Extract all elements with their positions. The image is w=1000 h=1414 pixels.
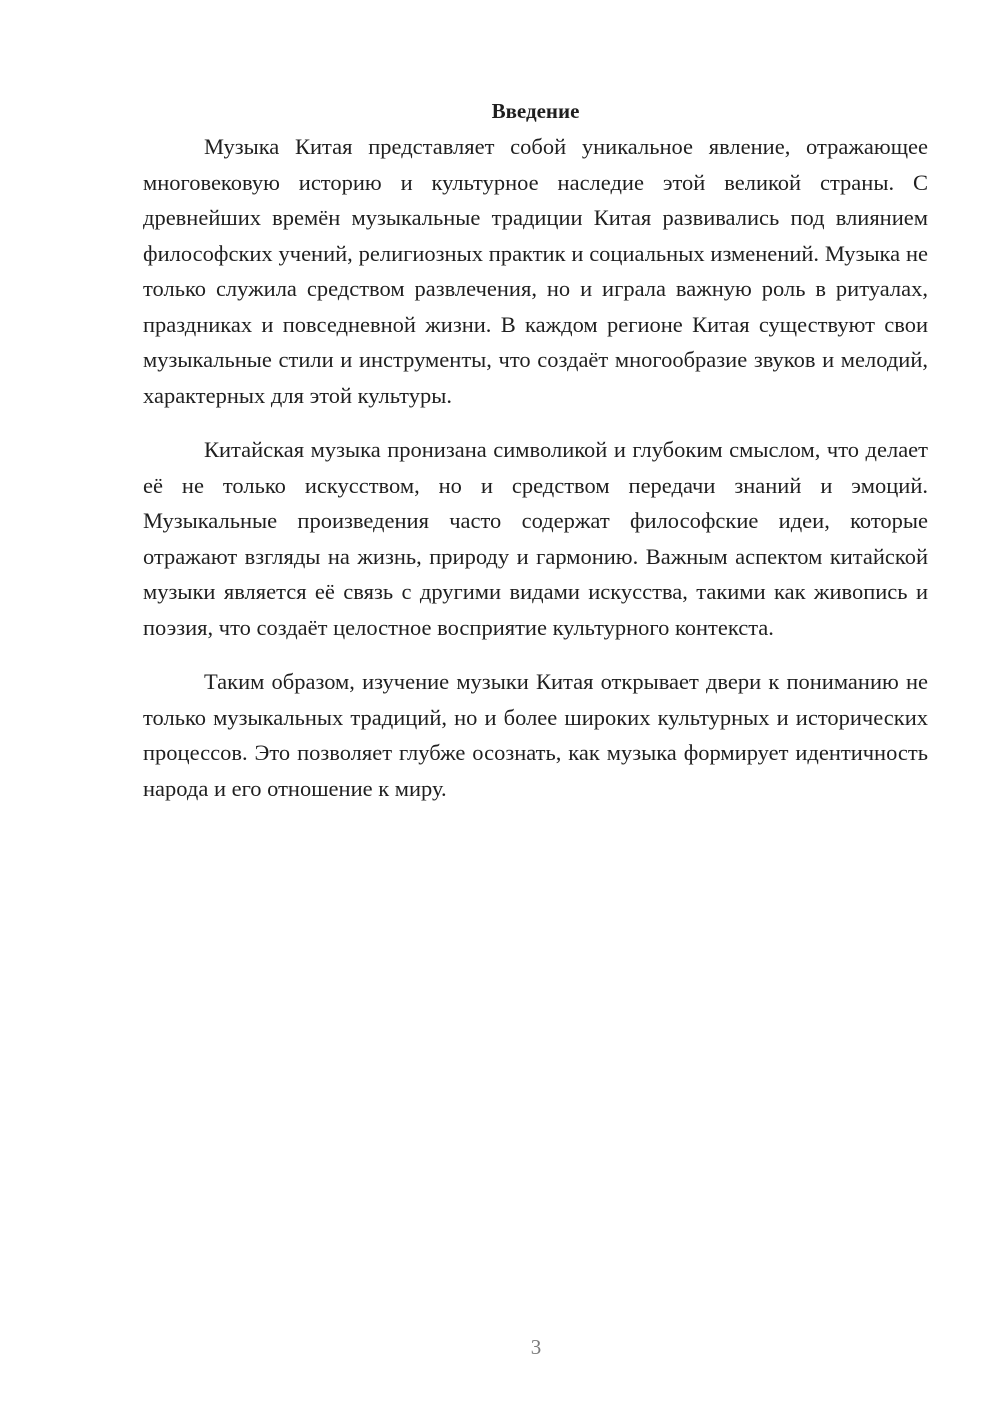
paragraph-3: Таким образом, изучение музыки Китая открывает двери к пониманию не только музыкальных традиций, но и более широких культурных и исторических процессов. Это позволяет глубже осознать, как музыка формирует идентичность народа и его отношение к миру. (143, 669, 928, 801)
section-heading: Введение (491, 99, 580, 123)
paragraph-1: Музыка Китая представляет собой уникальное явление, отражающее многовековую историю и культурное наследие этой великой страны. С древнейших времён музыкальные традиции Китая развивались под влиянием философских учений, религиозных практик и социальных изменений. Музыка не только служила средством развлечения, но и играла важную роль в ритуалах, праздниках и повседневной жизни. В каждом регионе Китая существуют свои музыкальные стили и инструменты, что создаёт многообразие звуков и мелодий, характерных для этой культуры. (143, 134, 928, 408)
paragraph-2: Китайская музыка пронизана символикой и глубоким смыслом, что делает её не только искусством, но и средством передачи знаний и эмоций. Музыкальные произведения часто содержат философские идеи, которые отражают взгляды на жизнь, природу и гармонию. Важным аспектом китайской музыки является её связь с другими видами искусства, такими как живопись и поэзия, что создаёт целостное восприятие культурного контекста. (143, 437, 928, 640)
page-number: 3 (530, 1335, 542, 1359)
page-body (143, 96, 928, 806)
